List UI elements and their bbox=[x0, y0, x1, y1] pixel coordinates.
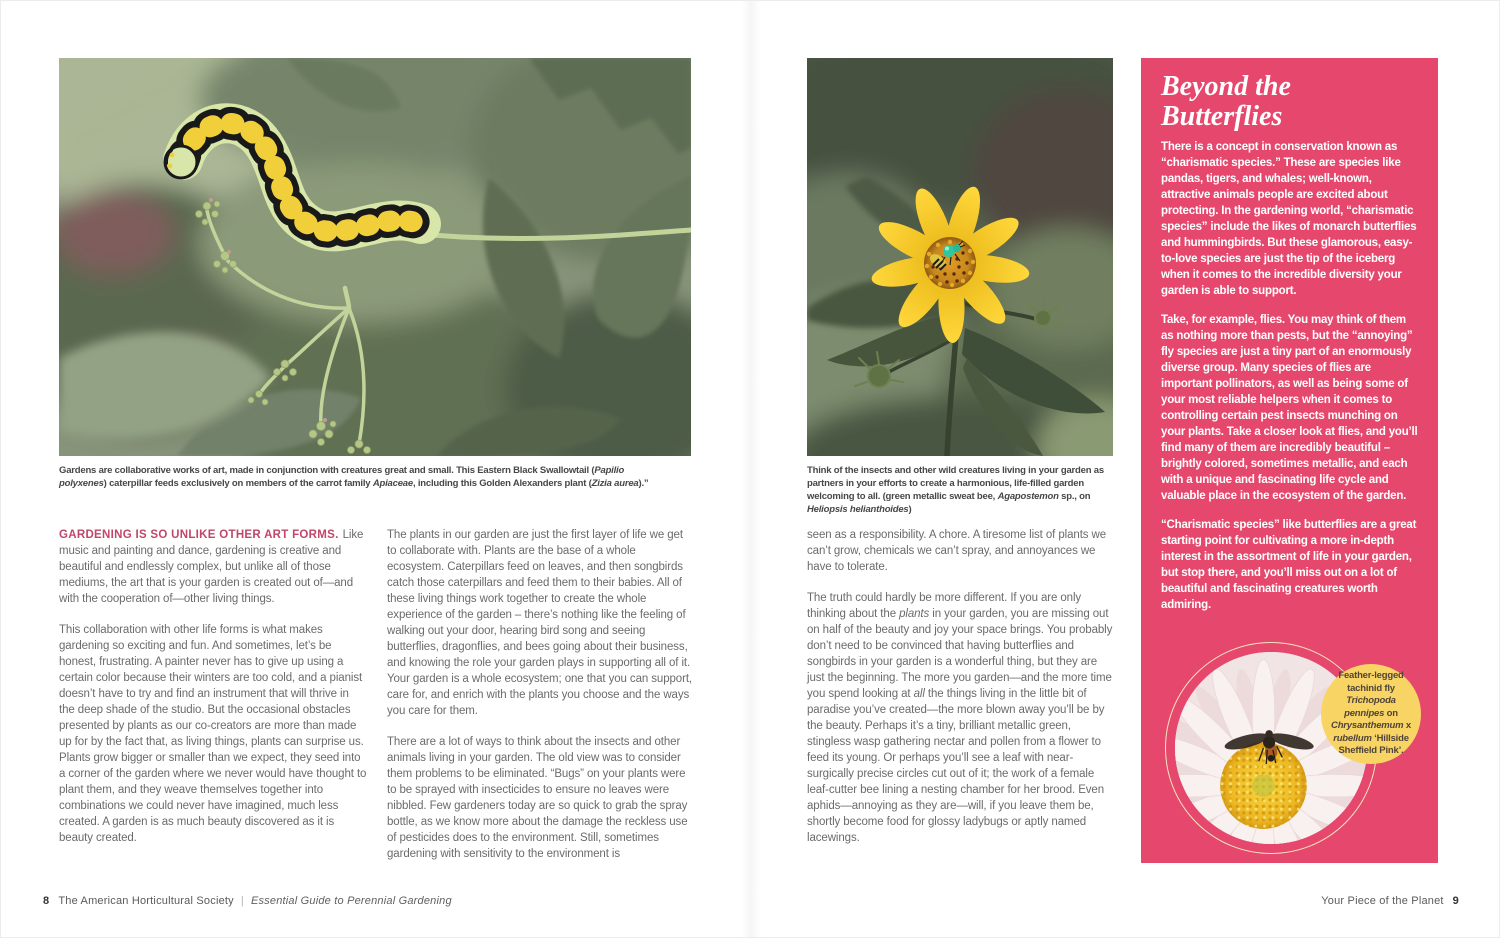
left-page-number: 8 bbox=[43, 895, 50, 907]
publisher-name: The American Horticultural Society bbox=[58, 895, 234, 907]
daisy-center bbox=[1220, 742, 1307, 829]
caption-text: ) bbox=[908, 504, 912, 515]
species-name: Papilio polyxenes bbox=[59, 465, 625, 489]
body-column-3 bbox=[807, 527, 1115, 861]
sidebar-paragraph: “Charismatic species” like butterflies are a great starting point for cultivating a more in-depth interest in the assortment of life in your garden, but stop there, and you’ll miss out on a lot of beautiful and fascinating creatures worth admiring. bbox=[1161, 519, 1417, 611]
badge-text bbox=[1327, 670, 1415, 758]
sweat-bee-flower-photo bbox=[807, 58, 1113, 456]
sidebar-paragraph: Take, for example, flies. You may think of them as nothing more than pests, but the “annoying” fly species are just a tiny part of an enormously diverse group. Many species of flies are important pollinators, as well as being some of your most reliable helpers when it comes to controlling certain pest insects munching on your plants. Take a closer look at flies, and you’ll find many of them are incredibly beautiful – brightly colored, sometimes metallic, and each with a unique and fascinating life cycle and valuable place in the ecosystem of the garden. bbox=[1161, 314, 1418, 502]
emphasis-text: plants bbox=[899, 608, 930, 620]
caption-text: Think of the insects and other wild creatures living in your garden as partners in your efforts to create a harmonious, life-filled garden welcoming to all. (green metallic sweat bee, bbox=[807, 465, 1104, 502]
badge-text-part: Feather-legged tachinid fly bbox=[1338, 670, 1404, 694]
body-column-2 bbox=[387, 527, 695, 877]
body-column-1 bbox=[59, 527, 367, 861]
family-name: Apiaceae bbox=[372, 478, 413, 489]
caption-text: , including this Golden Alexanders plant ( bbox=[412, 478, 592, 489]
body-text: in your garden, you are missing out on half of the beauty and joy your space brings. You probably don’t need to be convinced that having butterflies and songbirds in your garden is a wonderful thing, but they are just the beginning. The more you garden—and the more time you spend looking at bbox=[807, 608, 1113, 700]
left-footer bbox=[43, 895, 452, 907]
badge-text-part: on bbox=[1384, 707, 1398, 719]
caterpillar-photo bbox=[59, 58, 691, 456]
caption-text: sp., on bbox=[1058, 491, 1091, 502]
intro-paragraph bbox=[59, 527, 367, 607]
caterpillar-illustration bbox=[59, 58, 691, 456]
plant-name: Zizia aurea bbox=[591, 478, 639, 489]
right-page-number: 9 bbox=[1452, 895, 1459, 907]
caption-text: ) caterpillar feeds exclusively on members of the carrot family bbox=[103, 478, 373, 489]
body-text: The truth could hardly be more different. If you are only thinking about the bbox=[807, 592, 1082, 620]
flower-photo-caption bbox=[807, 464, 1107, 516]
flower-illustration bbox=[807, 58, 1113, 456]
sidebar-title: Beyond the Butterflies bbox=[1161, 71, 1291, 132]
chapter-title: Your Piece of the Planet bbox=[1321, 895, 1444, 907]
caterpillar-photo-caption bbox=[59, 464, 659, 490]
emphasis-text: all bbox=[913, 688, 925, 700]
caption-text: Gardens are collaborative works of art, made in conjunction with creatures great and small. This Eastern Black Swallowtail ( bbox=[59, 465, 595, 476]
body-text: Like music and painting and dance, gardening is creative and beautiful and endlessly complex, but unlike all of those mediums, the art that is your garden is created out of—and with the cooperation of—other living things. bbox=[59, 529, 364, 605]
body-paragraph: There are a lot of ways to think about the insects and other animals living in your garden. The old view was to consider them problems to be eliminated. “Bugs” on your plants were to be sprayed with insecticides to ensure no leaves were nibbled. Few gardeners today are so quick to grab the spray bottle, as we know more about the damage the reckless use of pesticides does to the environment. Still, sometimes gardening with sensitivity to the environment is bbox=[387, 736, 688, 860]
sidebar-beyond-the-butterflies bbox=[1141, 58, 1438, 863]
caption-text: ).” bbox=[638, 478, 649, 489]
book-title: Essential Guide to Perennial Gardening bbox=[250, 895, 452, 907]
sidebar-paragraph: There is a concept in conservation known as “charismatic species.” These are species like pandas, tigers, and whales; well-known, attractive animals people are excited about protecting. In the gardening world, “charismatic species” include the likes of monarch butterflies and hummingbirds. But these glamorous, easy-to-love species are just the tip of the iceberg when it comes to the incredible diversity your garden is able to support. bbox=[1161, 141, 1417, 297]
bee-genus: Agapostemon bbox=[997, 491, 1059, 502]
footer-separator: | bbox=[240, 895, 244, 907]
body-paragraph: The plants in our garden are just the first layer of life we get to collaborate with. Plants are the base of a whole ecosystem. Caterpillars feed on leaves, and then songbirds catch those caterpillars and feed them to their babies. All of these living things work together to create the whole experience of the garden – there’s nothing like the feeling of walking out your door, hearing bird song and seeing butterflies, dragonflies, and bees going about their business, and knowing the role your garden plays in supporting all of it. Your garden is a whole ecosystem; one that you can support, care for, and enrich with the plants you choose and the ways you care for them. bbox=[387, 529, 693, 717]
badge-text-part: x bbox=[1403, 720, 1411, 732]
fly-species: Trichopoda pennipes bbox=[1344, 695, 1396, 719]
photo-caption-badge bbox=[1321, 664, 1421, 764]
body-text: the things living in the little bit of paradise you’ve created—the more blown away you’ll be by the beauty. Perhaps it’s a tiny, brilliant metallic green, stingless wasp gathering nectar and pollen from a flower to feed its young. Or perhaps you’ll see a leaf with near-surgically precise circles cut out of it; the work of a female leaf-cutter bee lining a nesting chamber for her brood. Even aphids—annoying as they are—will, if you leave them be, shortly become food for glossy ladybugs or aptly named lacewings. bbox=[807, 688, 1105, 844]
plant-variety: rubellum bbox=[1333, 732, 1372, 744]
body-paragraph: seen as a responsibility. A chore. A tiresome list of plants we can’t grow, chemicals we can’t spray, and annoyances we have to tolerate. bbox=[807, 529, 1107, 573]
page-gutter bbox=[741, 1, 761, 937]
plant-species: Heliopsis helianthoides bbox=[807, 504, 909, 515]
right-footer bbox=[1321, 895, 1459, 907]
body-paragraph: This collaboration with other life forms is what makes gardening so exciting and fun. And sometimes, let’s be honest, frustrating. A painter never has to give up using a certain color because their winters are too cold, and a pianist doesn’t have to try and find an instrument that will thrive in the deep shade of the studio. But the occasional obstacles presented by plants as our co-creators are more than made up for by the fact that, as living things, plants can surprise us. Plants grow bigger or smaller than we expect, they seed into a corner of the garden where we never would have thought to plant them, and they weave themselves together into combinations we could never have imagined, much less created. A garden is as much beauty discovered as it is beauty created. bbox=[59, 624, 367, 844]
body-paragraph bbox=[807, 590, 1115, 846]
badge-text-part: ‘Hillside Sheffield Pink’. bbox=[1338, 732, 1409, 757]
plant-genus: Chrysanthemum bbox=[1331, 720, 1404, 732]
section-heading: GARDENING IS SO UNLIKE OTHER ART FORMS. bbox=[59, 529, 339, 541]
